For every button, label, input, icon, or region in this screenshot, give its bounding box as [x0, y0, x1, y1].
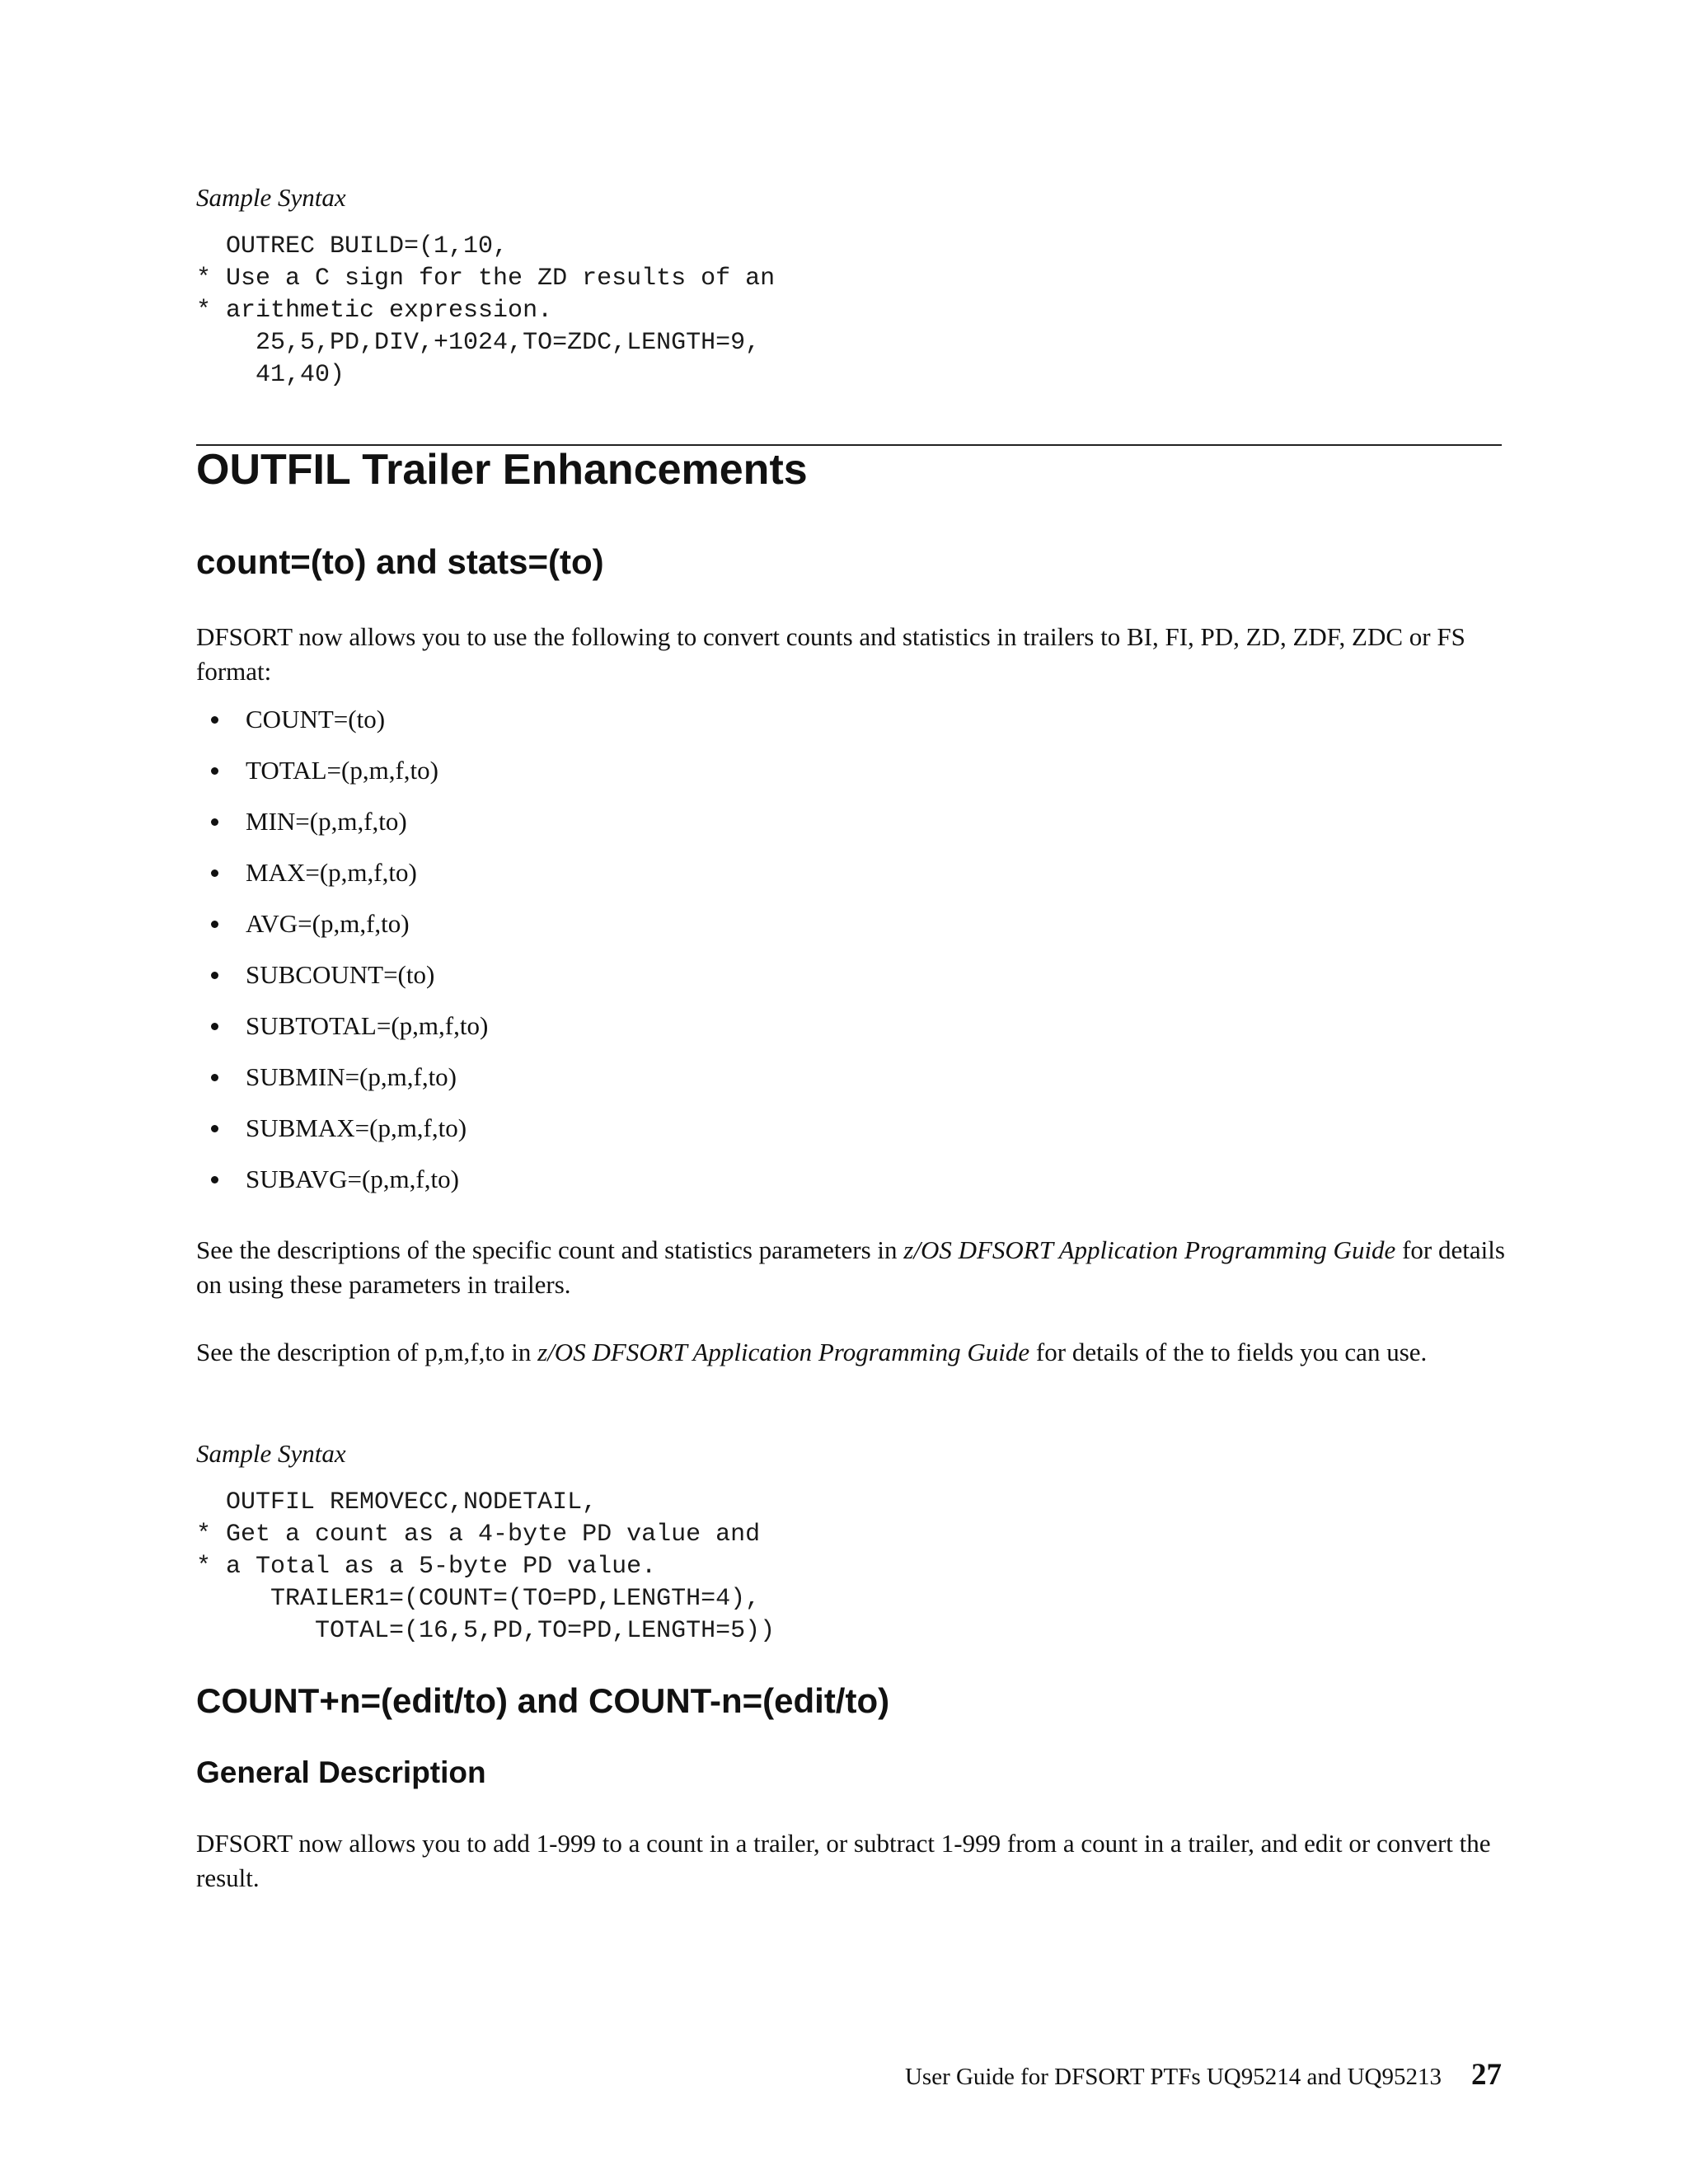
list-item: MIN=(p,m,f,to) [196, 804, 488, 855]
list-item: SUBCOUNT=(to) [196, 958, 488, 1009]
sample-syntax-label: Sample Syntax [196, 183, 346, 212]
bullet-icon [211, 921, 218, 928]
footer-text: User Guide for DFSORT PTFs UQ95214 and UQ95213 [904, 2064, 1442, 2090]
list-item: SUBMIN=(p,m,f,to) [196, 1060, 488, 1111]
bullet-icon [211, 1176, 218, 1183]
bullet-icon [211, 1023, 218, 1030]
book-title-link: z/OS DFSORT Application Programming Guide [537, 1338, 1030, 1366]
bullet-icon [211, 716, 218, 724]
pmfto-paragraph: See the description of p,m,f,to in z/OS DFSORT Application Programming Guide for details of the to fields you can use. [196, 1338, 1428, 1366]
parameter-list [196, 702, 488, 1213]
bullet-icon [211, 818, 218, 826]
bullet-icon [211, 1125, 218, 1132]
list-item: COUNT=(to) [196, 702, 488, 753]
page-number: 27 [1471, 2058, 1502, 2092]
bullet-icon [211, 767, 218, 775]
list-item: MAX=(p,m,f,to) [196, 855, 488, 907]
descriptions-paragraph: See the descriptions of the specific count and statistics parameters in z/OS DFSORT Application Programming Guide for details on using these parameters in trailers. [196, 1235, 1505, 1299]
sample-syntax-label: Sample Syntax [196, 1439, 346, 1468]
subsection-title-count-stats: count=(to) and stats=(to) [196, 542, 604, 581]
intro-paragraph: DFSORT now allows you to use the following to convert counts and statistics in trailers to BI, FI, PD, ZD, ZDF, ZDC or FS format: [196, 622, 1465, 686]
bullet-icon [211, 869, 218, 877]
book-title-link: z/OS DFSORT Application Programming Guide [903, 1235, 1396, 1264]
page-footer [905, 2057, 1502, 2093]
list-item: SUBMAX=(p,m,f,to) [196, 1111, 488, 1162]
list-item: SUBTOTAL=(p,m,f,to) [196, 1009, 488, 1060]
list-item: TOTAL=(p,m,f,to) [196, 753, 488, 804]
general-description-text: DFSORT now allows you to add 1-999 to a count in a trailer, or subtract 1-999 from a count in a trailer, and edit or convert the result. [196, 1829, 1491, 1892]
list-item: SUBAVG=(p,m,f,to) [196, 1162, 488, 1213]
section-title: OUTFIL Trailer Enhancements [196, 446, 808, 494]
subsection-title-count-n: COUNT+n=(edit/to) and COUNT-n=(edit/to) [196, 1681, 890, 1720]
list-item: AVG=(p,m,f,to) [196, 907, 488, 958]
general-description-heading: General Description [196, 1755, 486, 1789]
bullet-icon [211, 972, 218, 979]
code-sample-outrec: OUTREC BUILD=(1,10, * Use a C sign for the ZD results of an * arithmetic expression. 25,5,PD,DIV,+1024,TO=ZDC,LENGTH=9, 41,40) [196, 232, 776, 389]
code-sample-outfil: OUTFIL REMOVECC,NODETAIL, * Get a count as a 4-byte PD value and * a Total as a 5-byte PD value. TRAILER1=(COUNT=(TO=PD,LENGTH=4), TOTAL=(16,5,PD,TO=PD,LENGTH=5)) [196, 1488, 776, 1645]
bullet-icon [211, 1074, 218, 1081]
